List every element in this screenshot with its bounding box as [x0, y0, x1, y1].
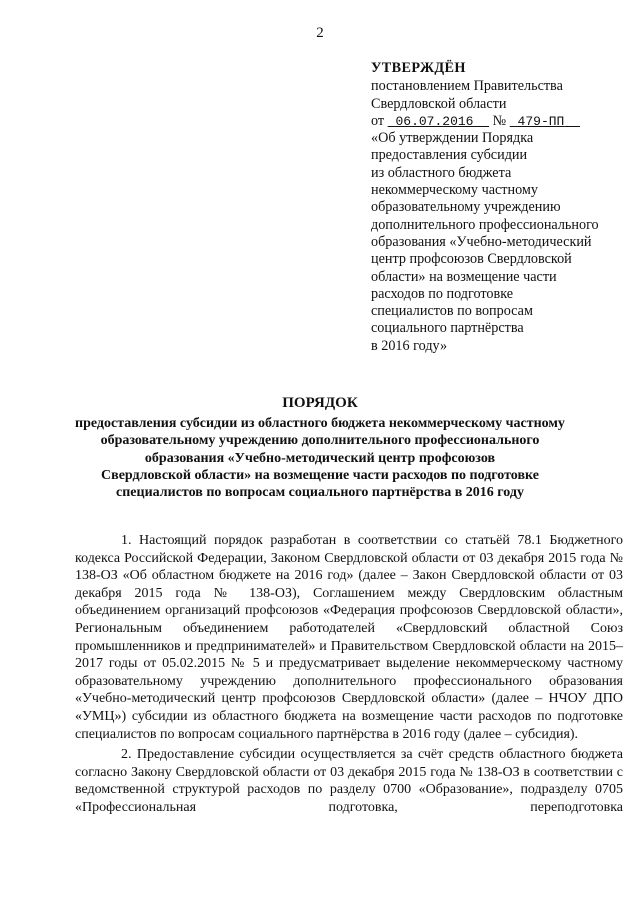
approval-date: 06.07.2016: [395, 113, 474, 129]
approval-line: в 2016 году»: [371, 337, 448, 354]
heading-line: Свердловской области» на возмещение части расходов по подготовке: [101, 467, 539, 483]
approval-date-line: [371, 113, 621, 130]
approval-line: «Об утверждении Порядка: [371, 130, 534, 147]
approval-line: дополнительного профессионального: [371, 216, 599, 233]
heading-line: специалистов по вопросам социального партнёрства в 2016 году: [116, 485, 524, 501]
approval-line: образовательному учреждению: [371, 199, 561, 216]
approval-line: постановлением Правительства: [371, 78, 563, 95]
approval-line: центр профсоюзов Свердловской: [371, 251, 572, 268]
approval-title: УТВЕРЖДЁН: [371, 60, 466, 76]
page-number: 2: [316, 25, 324, 41]
approval-line: специалистов по вопросам: [371, 303, 533, 320]
approval-line: предоставления субсидии: [371, 147, 528, 164]
paragraph-2: 2. Предоставление субсидии осуществляется за счёт средств областного бюджета согласно Закону Свердловской области от 03 декабря 2015 года № 138-ОЗ в соответствии с ведомственной структурой расходов по разделу 0700 «Образование», подразделу 0705 «Профессиональная подготовка, переподготовка: [75, 747, 623, 815]
approval-line: из областного бюджета: [371, 164, 512, 181]
approval-block: [371, 60, 621, 355]
heading-title: ПОРЯДОК: [282, 395, 358, 411]
date-prefix: от: [371, 112, 385, 129]
document-body: [75, 532, 623, 820]
heading-line: образовательному учреждению дополнительного профессионального: [100, 433, 540, 449]
approval-line: некоммерческому частному: [371, 182, 538, 199]
heading-line: образования «Учебно-методический центр профсоюзов: [144, 450, 496, 466]
approval-number: 479-ПП: [517, 113, 565, 129]
approval-line: области» на возмещение части: [371, 268, 557, 285]
number-prefix: №: [492, 112, 507, 129]
approval-line: Свердловской области: [371, 95, 507, 112]
heading-line: предоставления субсидии из областного бюджета некоммерческому частному: [75, 416, 565, 431]
paragraph-1: 1. Настоящий порядок разработан в соответствии со статьёй 78.1 Бюджетного кодекса Российской Федерации, Законом Свердловской области от 03 декабря 2015 года № 138-ОЗ «Об областном бюджете на 2016 год» (далее – Закон Свердловской области от 03 декабря 2015 года № 138-ОЗ), Соглашением между Свердловским областным объединением организаций профсоюзов «Федерация профсоюзов Свердловской области», Региональным объединением работодателей «Свердловский областной Союз промышленников и предпринимателей» и Правительством Свердловской области на 2015–2017 годы от 05.02.2015 № 5 и предусматривает выделение некоммерческому частному образовательному учреждению дополнительного профессионального образования «Учебно-методический центр профсоюзов Свердловской области» (далее – НЧОУ ДПО «УМЦ») субсидии из областного бюджета на возмещение части расходов по подготовке специалистов по вопросам социального партнёрства в 2016 году (далее – субсидия).: [75, 533, 623, 742]
approval-line: образования «Учебно-методический: [371, 233, 592, 250]
approval-line: расходов по подготовке: [371, 285, 514, 302]
document-heading: [40, 393, 600, 501]
approval-line: социального партнёрства: [371, 320, 524, 337]
